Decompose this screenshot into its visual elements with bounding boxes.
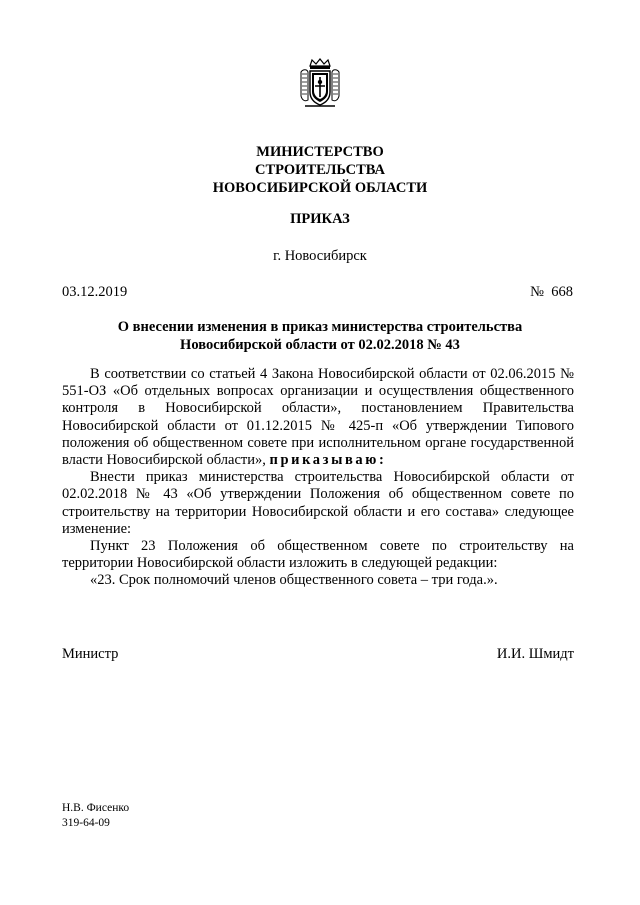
order-word: приказываю — [269, 452, 379, 469]
paragraph-clause: Пункт 23 Положения об общественном совете по строительству на территории Новосибирской области изложить в следующей редакции: — [62, 538, 574, 572]
basis-text: В соответствии со статьей 4 Закона Новосибирской области от 02.06.2015 № 551-ОЗ «Об отдельных вопросах организации и осуществления общественного контроля в Новосибирской области», постановлением Правительства Новосибирской области от 01.12.2015 № 425-п «Об утверждении Типового положения об общественном совете при исполнительном органе государственной власти Новосибирской области», — [62, 366, 574, 469]
executor-info — [62, 801, 129, 831]
executor-name: Н.В. Фисенко — [62, 802, 130, 814]
order-subject — [0, 318, 640, 354]
ministry-name — [0, 143, 640, 197]
ministry-line-3: НОВОСИБИРСКОЙ ОБЛАСТИ — [212, 180, 428, 196]
signatory-name: И.И. Шмидт — [496, 646, 574, 662]
order-body — [62, 366, 574, 590]
subject-line-1: О внесении изменения в приказ министерства строительства — [117, 319, 523, 335]
paragraph-new-text: «23. Срок полномочий членов общественного совета – три года.». — [90, 572, 498, 589]
order-number: № 668 — [530, 284, 573, 300]
order-colon: : — [378, 452, 384, 469]
ministry-line-1: МИНИСТЕРСТВО — [256, 144, 384, 160]
ministry-line-2: СТРОИТЕЛЬСТВА — [254, 162, 386, 178]
executor-phone: 319-64-09 — [62, 817, 110, 829]
paragraph-amend: Внести приказ министерства строительства Новосибирской области от 02.02.2018 № 43 «Об утверждении Положения об общественном совете по строительству на территории Новосибирской области и его состава» следующее изменение: — [62, 469, 574, 537]
coat-of-arms-icon — [299, 58, 341, 110]
signatory-title: Министр — [62, 646, 119, 662]
document-type: ПРИКАЗ — [290, 211, 350, 227]
paragraph-basis — [62, 366, 574, 469]
city: г. Новосибирск — [273, 248, 367, 264]
order-date: 03.12.2019 — [62, 284, 128, 300]
subject-line-2: Новосибирской области от 02.02.2018 № 43 — [180, 337, 460, 353]
